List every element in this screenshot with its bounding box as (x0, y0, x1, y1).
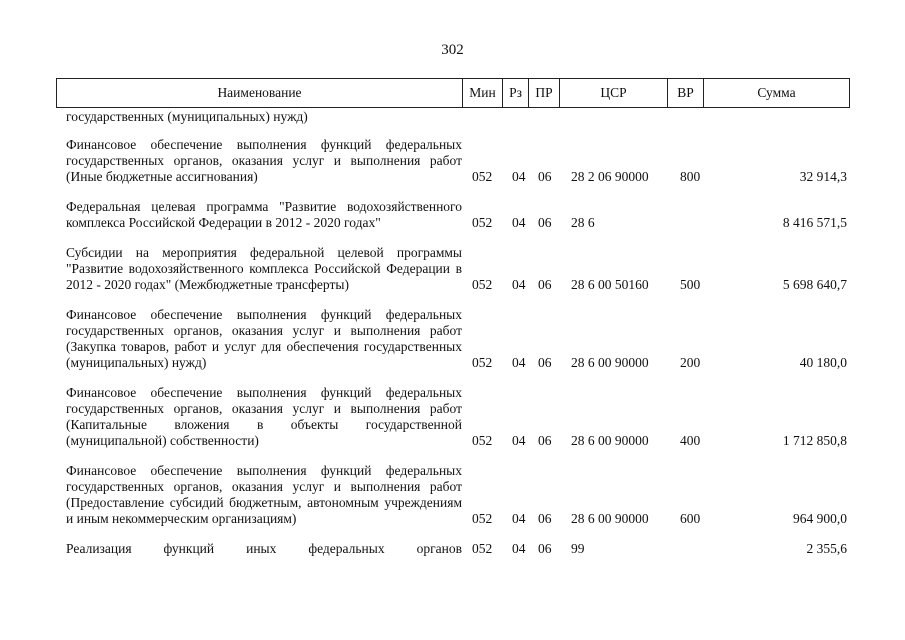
header-csr: ЦСР (560, 79, 668, 107)
row-csr: 99 (571, 541, 585, 556)
row-pr: 06 (538, 511, 552, 526)
row-cells (0, 169, 905, 185)
row-name: Федеральная целевая программа "Развитие водохозяйственного комплекса Российской Федерации в 2012 - 2020 годах" (66, 199, 462, 230)
table-row (0, 245, 905, 293)
row-min: 052 (472, 169, 493, 184)
row-rz: 04 (512, 355, 526, 370)
row-cells (0, 433, 905, 449)
table-header (56, 78, 850, 108)
row-name-word: функций (163, 541, 215, 556)
row-vr: 200 (680, 355, 701, 370)
row-vr: 500 (680, 277, 701, 292)
row-sum: 32 914,3 (799, 169, 847, 184)
table-body (0, 137, 905, 571)
row-min: 052 (472, 277, 493, 292)
row-pr: 06 (538, 355, 552, 370)
row-rz: 04 (512, 277, 526, 292)
row-name-word: Реализация (66, 541, 132, 556)
row-min: 052 (472, 355, 493, 370)
row-sum: 5 698 640,7 (782, 277, 847, 292)
row-name: Финансовое обеспечение выполнения функций федеральных государственных органов, оказания услуг и выполнения работ (Закупка товаров, работ и услуг для обеспечения государственных (муниципальных) нужд) (66, 307, 462, 370)
row-pr: 06 (538, 433, 552, 448)
row-cells (0, 215, 905, 231)
row-sum: 40 180,0 (799, 355, 847, 370)
row-csr: 28 6 00 90000 (571, 511, 649, 526)
row-min: 052 (472, 511, 493, 526)
page-number: 302 (441, 42, 464, 58)
row-vr: 800 (680, 169, 701, 184)
table-row (0, 307, 905, 371)
row-name-word: органов (416, 541, 462, 556)
row-rz: 04 (512, 215, 526, 230)
row-sum: 2 355,6 (806, 541, 847, 556)
row-csr: 28 6 00 90000 (571, 355, 649, 370)
row-csr: 28 6 00 50160 (571, 277, 649, 292)
header-name: Наименование (57, 79, 463, 107)
table-row (0, 199, 905, 231)
table-row (0, 385, 905, 449)
row-name: Финансовое обеспечение выполнения функций федеральных государственных органов, оказания услуг и выполнения работ (Иные бюджетные ассигнования) (66, 137, 462, 184)
table-row (0, 541, 905, 557)
header-vr: ВР (668, 79, 704, 107)
header-min: Мин (463, 79, 503, 107)
header-rz: Рз (503, 79, 529, 107)
row-vr: 400 (680, 433, 701, 448)
row-name: Финансовое обеспечение выполнения функций федеральных государственных органов, оказания услуг и выполнения работ (Капитальные вложения в объекты государственной (муниципальной) собственности) (66, 385, 462, 448)
row-sum: 8 416 571,5 (782, 215, 847, 230)
row-vr: 600 (680, 511, 701, 526)
row-name: Финансовое обеспечение выполнения функций федеральных государственных органов, оказания услуг и выполнения работ (Предоставление субсидий бюджетным, автономным учреждениям и иным некоммерческим организациям) (66, 463, 462, 526)
row-rz: 04 (512, 511, 526, 526)
row-csr: 28 2 06 90000 (571, 169, 649, 184)
row-name-word: федеральных (308, 541, 385, 556)
row-name: Субсидии на мероприятия федеральной целевой программы "Развитие водохозяйственного комплекса Российской Федерации в 2012 - 2020 годах" (Межбюджетные трансферты) (66, 245, 462, 292)
row-rz: 04 (512, 433, 526, 448)
row-rz: 04 (512, 169, 526, 184)
row-pr: 06 (538, 277, 552, 292)
row-min: 052 (472, 215, 493, 230)
row-rz: 04 (512, 541, 526, 556)
row-cells (0, 541, 905, 557)
row-pr: 06 (538, 215, 552, 230)
row-min: 052 (472, 541, 493, 556)
row-name-word: иных (246, 541, 277, 556)
row-csr: 28 6 00 90000 (571, 433, 649, 448)
row-pr: 06 (538, 541, 552, 556)
header-pr: ПР (529, 79, 560, 107)
row-sum: 964 900,0 (793, 511, 847, 526)
table-row (0, 463, 905, 527)
row-sum: 1 712 850,8 (782, 433, 847, 448)
row-min: 052 (472, 433, 493, 448)
header-sum: Сумма (757, 85, 796, 100)
row-cells (0, 277, 905, 293)
row-pr: 06 (538, 169, 552, 184)
table-row (0, 137, 905, 185)
row-cells (0, 355, 905, 371)
row-cells (0, 511, 905, 527)
carryover-text: государственных (муниципальных) нужд) (66, 109, 308, 124)
row-csr: 28 6 (571, 215, 595, 230)
